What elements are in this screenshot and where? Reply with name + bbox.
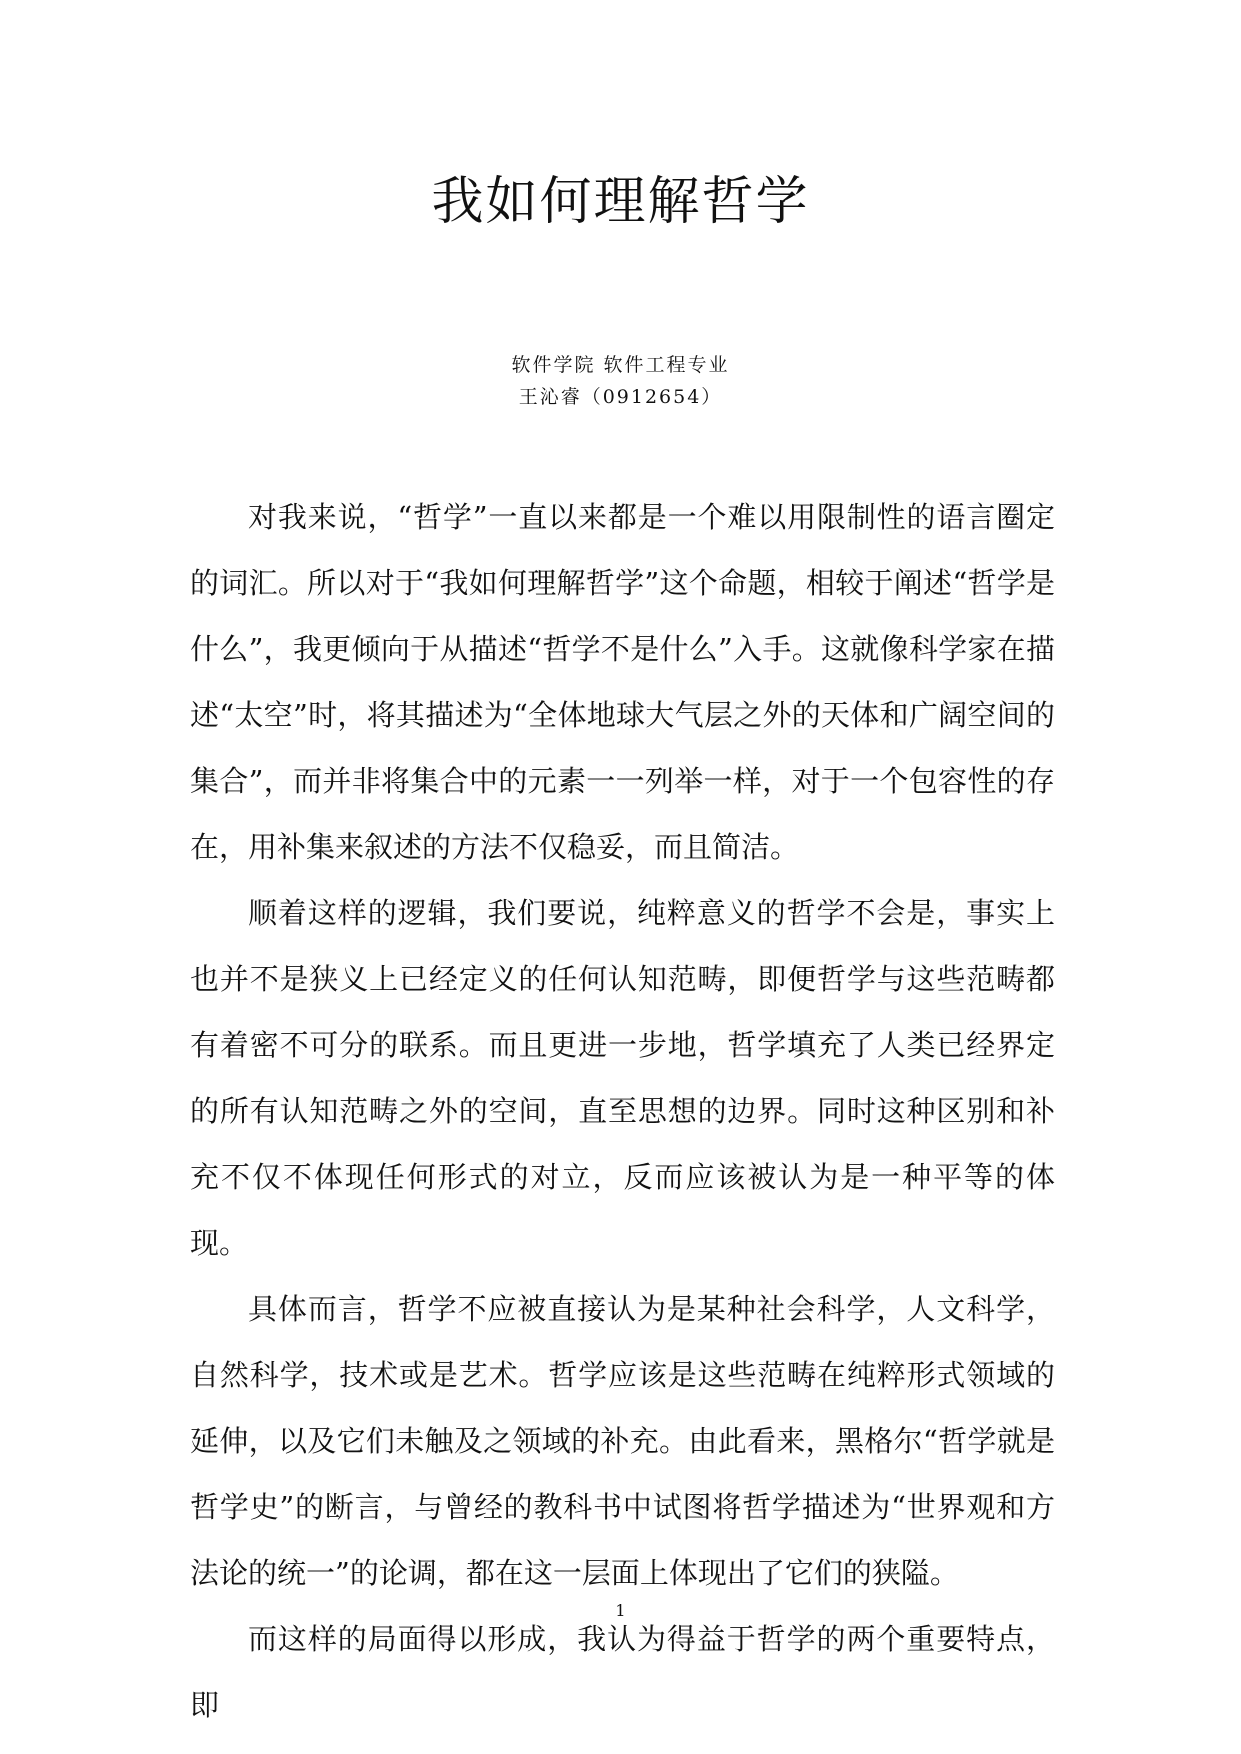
- paragraph-1: 对我来说，“哲学”一直以来都是一个难以用限制性的语言圈定的词汇。所以对于“我如何理解哲学”这个命题，相较于阐述“哲学是什么”，我更倾向于从描述“哲学不是什么”入手。这就像科学家在描述“太空”时，将其描述为“全体地球大气层之外的天体和广阔空间的集合”，而并非将集合中的元素一一列举一样，对于一个包容性的存在，用补集来叙述的方法不仅稳妥，而且简洁。: [190, 500, 1055, 864]
- paragraph-3: 具体而言，哲学不应被直接认为是某种社会科学，人文科学，自然科学，技术或是艺术。哲学应该是这些范畴在纯粹形式领域的延伸，以及它们未触及之领域的补充。由此看来，黑格尔“哲学就是哲学史”的断言，与曾经的教科书中试图将哲学描述为“世界观和方法论的统一”的论调，都在这一层面上体现出了它们的狭隘。: [190, 1292, 1055, 1590]
- paragraph-2: 顺着这样的逻辑，我们要说，纯粹意义的哲学不会是，事实上也并不是狭义上已经定义的任何认知范畴，即便哲学与这些范畴都有着密不可分的联系。而且更进一步地，哲学填充了人类已经界定的所有认知范畴之外的空间，直至思想的边界。同时这种区别和补充不仅不体现任何形式的对立，反而应该被认为是一种平等的体现。: [190, 896, 1055, 1260]
- body-text: [190, 484, 1055, 1738]
- page-title: 我如何理解哲学: [431, 172, 810, 232]
- author-name-id: 王沁睿（0912654）: [518, 386, 723, 408]
- author-byline: [0, 349, 1241, 413]
- paragraph-4: 而这样的局面得以形成，我认为得益于哲学的两个重要特点，即: [190, 1622, 1055, 1722]
- author-affiliation: 软件学院 软件工程专业: [511, 354, 730, 376]
- page-number: 1: [615, 1601, 626, 1620]
